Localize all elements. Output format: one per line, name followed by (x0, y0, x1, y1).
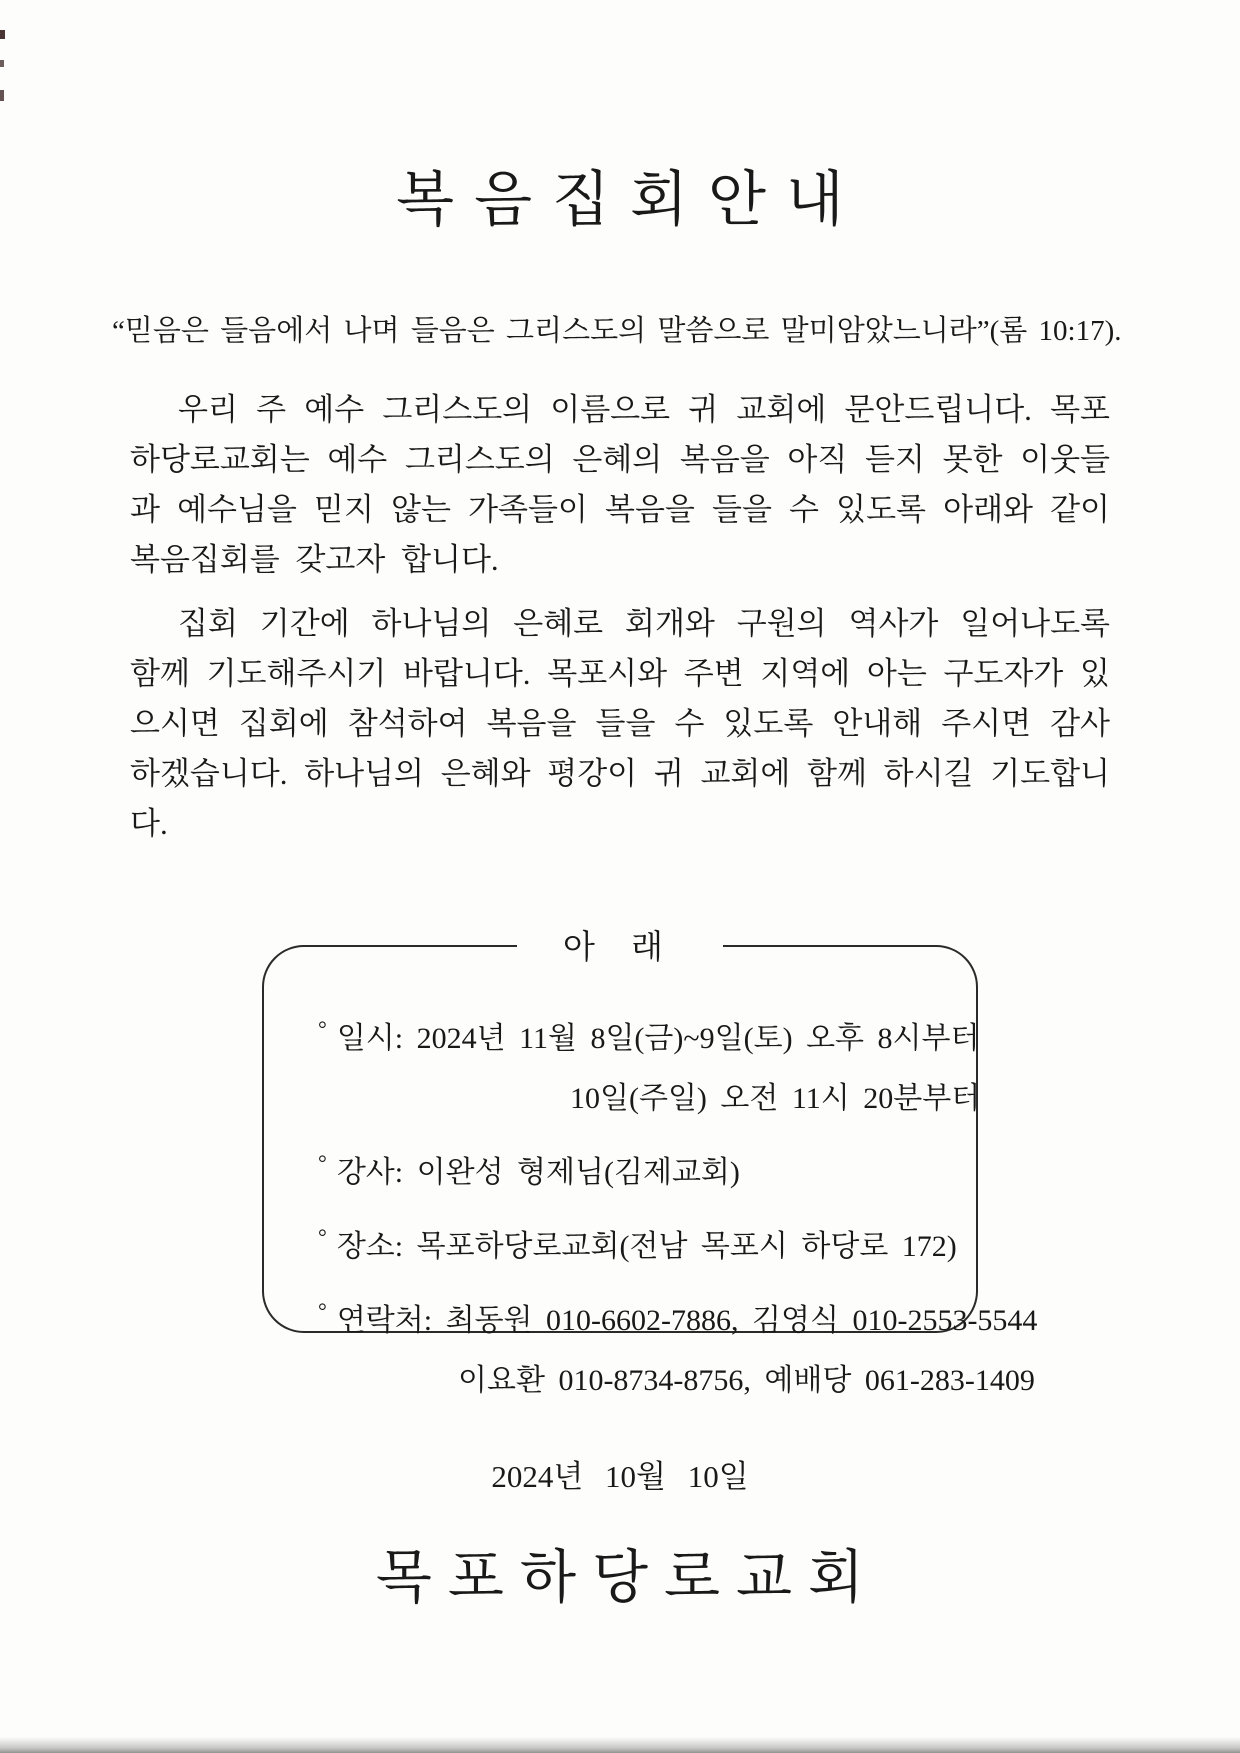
degree-bullet-icon: ° (318, 1298, 327, 1323)
detail-item-datetime-line2 (318, 1069, 981, 1129)
detail-item-location (318, 1207, 956, 1277)
detail-item-speaker (318, 1133, 956, 1203)
paragraph-greeting: 우리 주 예수 그리스도의 이름으로 귀 교회에 문안드립니다. 목포하당로교회는 예수 그리스도의 은혜의 복음을 아직 듣지 못한 이웃들과 예수님을 믿지 않는 가족들이 복음을 들을 수 있도록 아래와 같이 복음집회를 갖고자 합니다. (130, 392, 1110, 577)
detail-value: 2024년 11월 8일(금)~9일(토) 오후 8시부터 (416, 1022, 980, 1055)
scripture-quote: “믿음은 들음에서 나며 들음은 그리스도의 말씀으로 말미암았느니라”(롬 10:17). (112, 315, 1122, 347)
detail-item-datetime (318, 999, 980, 1069)
detail-value: 이요환 010-8734-8756, 예배당 061-283-1409 (458, 1364, 1035, 1397)
detail-item-contacts-line2 (318, 1351, 1035, 1411)
degree-bullet-icon: ° (318, 1224, 327, 1249)
meeting-details-box (262, 930, 1038, 1397)
scan-edge-shadow (0, 1737, 1240, 1753)
letter-body (130, 385, 1110, 849)
detail-value: 최동원 010-6602-7886, 김영식 010-2553-5544 (445, 1304, 1038, 1337)
scan-artifact (0, 90, 4, 101)
detail-label: 강사: (336, 1156, 404, 1189)
detail-label: 연락처: (336, 1304, 433, 1337)
details-box-label: 아 래 (517, 921, 723, 968)
paragraph-prayer-request: 집회 기간에 하나님의 은혜로 회개와 구원의 역사가 일어나도록 함께 기도해주시기 바랍니다. 목포시와 주변 지역에 아는 구도자가 있으시면 집회에 참석하여 복음을 들을 수 있도록 안내해 주시면 감사하겠습니다. 하나님의 은혜와 평강이 귀 교회에 함께 하시길 기도합니다. (130, 606, 1110, 841)
detail-label: 일시: (336, 1022, 404, 1055)
detail-value: 이완성 형제님(김제교회) (416, 1156, 740, 1189)
scan-artifact (0, 60, 4, 67)
degree-bullet-icon: ° (318, 1150, 327, 1175)
degree-bullet-icon: ° (318, 1016, 327, 1041)
scan-artifact (0, 30, 5, 39)
detail-value: 10일(주일) 오전 11시 20분부터 (570, 1082, 981, 1115)
church-signature: 목포하당로교회 (375, 1545, 881, 1610)
detail-item-contacts (318, 1281, 1038, 1351)
letter-date: 2024년 10월 10일 (491, 1459, 749, 1494)
detail-value: 목포하당로교회(전남 목포시 하당로 172) (416, 1230, 957, 1263)
detail-label: 장소: (336, 1230, 404, 1263)
document-title: 복음집회안내 (396, 167, 864, 233)
